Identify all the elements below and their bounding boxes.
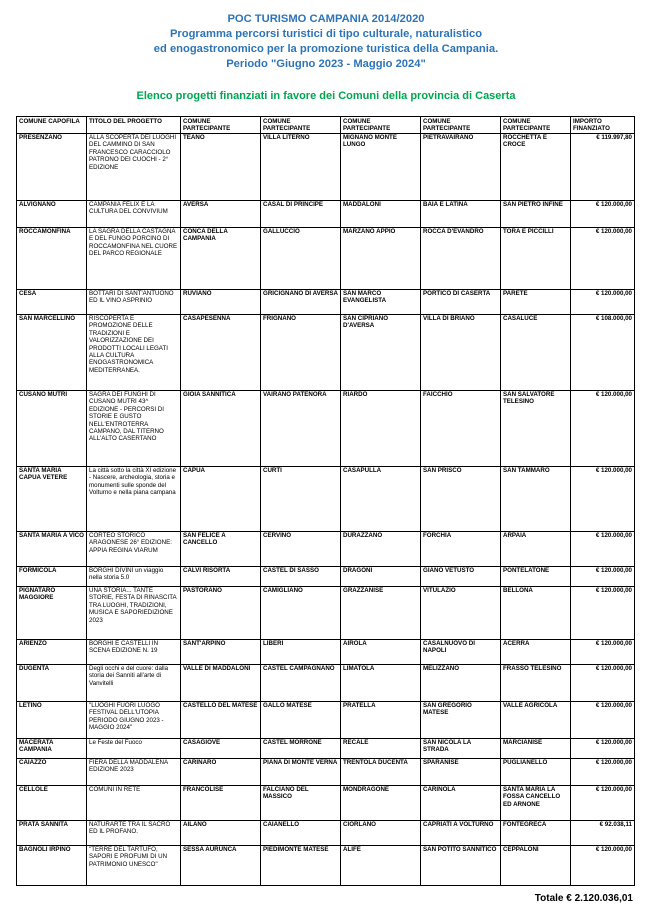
table-row [17, 228, 635, 290]
participant-cell: PASTORANO [181, 587, 261, 640]
participant-cell: SAN MARCO EVANGELISTA [341, 290, 421, 315]
lead-municipality-cell: FORMICOLA [17, 567, 87, 587]
participant-cell: MELIZZANO [421, 665, 501, 702]
participant-cell: CASALNUOVO DI NAPOLI [421, 640, 501, 665]
table-row [17, 821, 635, 846]
participant-cell: CAPUA [181, 467, 261, 532]
participant-cell: AVERSA [181, 201, 261, 228]
table-row [17, 391, 635, 467]
project-title-cell: LA SAGRA DELLA CASTAGNA E DEL FUNGO PORCINO DI ROCCAMONFINA NEL CUORE DEL PARCO REGIONALE [87, 228, 181, 290]
lead-municipality-cell: PIGNATARO MAGGIORE [17, 587, 87, 640]
participant-cell: VALLE AGRICOLA [501, 702, 571, 739]
project-title-cell: "LUOGHI FUORI LUOGO FESTIVAL DELL'UTOPIA PERIODO GIUGNO 2023 - MAGGIO 2024" [87, 702, 181, 739]
participant-cell: ROCCHETTA E CROCE [501, 134, 571, 201]
table-row [17, 587, 635, 640]
participant-cell: PORTICO DI CASERTA [421, 290, 501, 315]
project-title-cell: COMUNI IN RETE [87, 786, 181, 821]
table-row [17, 702, 635, 739]
participant-cell: ALIFE [341, 846, 421, 886]
amount-cell: € 120.000,00 [571, 567, 635, 587]
table-row [17, 467, 635, 532]
header-cell: COMUNE PARTECIPANTE [421, 117, 501, 134]
participant-cell: SAN FELICE A CANCELLO [181, 532, 261, 567]
table-row [17, 739, 635, 759]
participant-cell: BELLONA [501, 587, 571, 640]
lead-municipality-cell: CAIAZZO [17, 759, 87, 786]
participant-cell: MARCIANISE [501, 739, 571, 759]
header-cell: COMUNE PARTECIPANTE [181, 117, 261, 134]
lead-municipality-cell: BAGNOLI IRPINO [17, 846, 87, 886]
participant-cell: FONTEGRECA [501, 821, 571, 846]
amount-cell: € 120.000,00 [571, 786, 635, 821]
participant-cell: VITULAZIO [421, 587, 501, 640]
participant-cell: LIBERI [261, 640, 341, 665]
participant-cell: SAN TAMMARO [501, 467, 571, 532]
participant-cell: LIMATOLA [341, 665, 421, 702]
amount-cell: € 120.000,00 [571, 665, 635, 702]
participant-cell: AILANO [181, 821, 261, 846]
project-title-cell: SAGRA DEI FUNGHI DI CUSANO MUTRI 43^ EDIZIONE - PERCORSI DI STORIE E GUSTO NELL'ENTROTERRA CAMPANO, DAL TITERNO ALL'ALTO CASERTANO [87, 391, 181, 467]
total-amount: Totale € 2.120.036,01 [534, 893, 633, 904]
participant-cell: GALLO MATESE [261, 702, 341, 739]
header-cell: IMPORTO FINANZIATO [571, 117, 635, 134]
table-row [17, 665, 635, 702]
participant-cell: SAN PIETRO INFINE [501, 201, 571, 228]
participant-cell: GALLUCCIO [261, 228, 341, 290]
participant-cell: SAN PRISCO [421, 467, 501, 532]
amount-cell: € 120.000,00 [571, 467, 635, 532]
table-row [17, 290, 635, 315]
amount-cell: € 120.000,00 [571, 759, 635, 786]
participant-cell: FRANCOLISE [181, 786, 261, 821]
project-title-cell: BORGHI DIVINI un viaggio nella storia 5.0 [87, 567, 181, 587]
participant-cell: CASAPULLA [341, 467, 421, 532]
participant-cell: PRATELLA [341, 702, 421, 739]
amount-cell: € 120.000,00 [571, 846, 635, 886]
amount-cell: € 120.000,00 [571, 201, 635, 228]
header-line-2: Programma percorsi turistici di tipo culturale, naturalistico [169, 28, 483, 40]
lead-municipality-cell: ARIENZO [17, 640, 87, 665]
lead-municipality-cell: CESA [17, 290, 87, 315]
table-body [17, 134, 635, 886]
project-title-cell: CAMPANIA FELIX E LA CULTURA DEL CONVIVIUM [87, 201, 181, 228]
participant-cell: FORCHIA [421, 532, 501, 567]
lead-municipality-cell: SANTA MARIA A VICO [17, 532, 87, 567]
participant-cell: CEPPALONI [501, 846, 571, 886]
amount-cell: € 120.000,00 [571, 739, 635, 759]
participant-cell: CALVI RISORTA [181, 567, 261, 587]
participant-cell: MIGNANO MONTE LUNGO [341, 134, 421, 201]
participant-cell: PIETRAVAIRANO [421, 134, 501, 201]
participant-cell: CASAPESENNA [181, 315, 261, 391]
projects-table [16, 116, 635, 886]
participant-cell: CAPRIATI A VOLTURNO [421, 821, 501, 846]
lead-municipality-cell: CELLOLE [17, 786, 87, 821]
participant-cell: DURAZZANO [341, 532, 421, 567]
participant-cell: SAN CIPRIANO D'AVERSA [341, 315, 421, 391]
participant-cell: CAIANELLO [261, 821, 341, 846]
amount-cell: € 120.000,00 [571, 532, 635, 567]
header-cell: COMUNE PARTECIPANTE [341, 117, 421, 134]
project-title-cell: BOTTARI DI SANT'ANTUONO ED IL VINO ASPRINIO [87, 290, 181, 315]
participant-cell: MADDALONI [341, 201, 421, 228]
participant-cell: DRAGONI [341, 567, 421, 587]
table-row [17, 786, 635, 821]
participant-cell: TORA E PICCILLI [501, 228, 571, 290]
document-header [0, 12, 652, 72]
participant-cell: CASAGIOVE [181, 739, 261, 759]
amount-cell: € 120.000,00 [571, 228, 635, 290]
table-row [17, 134, 635, 201]
table-row [17, 201, 635, 228]
participant-cell: ARPAIA [501, 532, 571, 567]
participant-cell: SAN GREGORIO MATESE [421, 702, 501, 739]
participant-cell: SESSA AURUNCA [181, 846, 261, 886]
header-cell: TITOLO DEL PROGETTO [87, 117, 181, 134]
participant-cell: ACERRA [501, 640, 571, 665]
project-title-cell: ALLA SCOPERTA DEI LUOGHI DEL CAMMINO DI SAN FRANCESCO CARACCIOLO PATRONO DEI CUOCHI - 2° EDIZIONE [87, 134, 181, 201]
participant-cell: GRAZZANISE [341, 587, 421, 640]
participant-cell: MONDRAGONE [341, 786, 421, 821]
header-cell: COMUNE CAPOFILA [17, 117, 87, 134]
amount-cell: € 120.000,00 [571, 702, 635, 739]
project-title-cell: Le Feste del Fuoco [87, 739, 181, 759]
lead-municipality-cell: CUSANO MUTRI [17, 391, 87, 467]
participant-cell: SPARANISE [421, 759, 501, 786]
participant-cell: CURTI [261, 467, 341, 532]
participant-cell: SANTA MARIA LA FOSSA CANCELLO ED ARNONE [501, 786, 571, 821]
participant-cell: SAN SALVATORE TELESINO [501, 391, 571, 467]
amount-cell: € 120.000,00 [571, 391, 635, 467]
participant-cell: CARINOLA [421, 786, 501, 821]
participant-cell: BAIA E LATINA [421, 201, 501, 228]
participant-cell: RIARDO [341, 391, 421, 467]
participant-cell: ROCCA D'EVANDRO [421, 228, 501, 290]
participant-cell: GIANO VETUSTO [421, 567, 501, 587]
amount-cell: € 120.000,00 [571, 290, 635, 315]
participant-cell: CAMIGLIANO [261, 587, 341, 640]
lead-municipality-cell: ALVIGNANO [17, 201, 87, 228]
table-row [17, 567, 635, 587]
participant-cell: SAN POTITO SANNITICO [421, 846, 501, 886]
lead-municipality-cell: SANTA MARIA CAPUA VETERE [17, 467, 87, 532]
table-row [17, 846, 635, 886]
participant-cell: CASTEL MORRONE [261, 739, 341, 759]
participant-cell: VAIRANO PATENORA [261, 391, 341, 467]
participant-cell: CASTEL CAMPAGNANO [261, 665, 341, 702]
participant-cell: RECALE [341, 739, 421, 759]
header-title: POC TURISMO CAMPANIA 2014/2020 [227, 13, 425, 25]
header-cell: COMUNE PARTECIPANTE [501, 117, 571, 134]
participant-cell: SANT'ARPINO [181, 640, 261, 665]
participant-cell: VALLE DI MADDALONI [181, 665, 261, 702]
participant-cell: SAN NICOLA LA STRADA [421, 739, 501, 759]
lead-municipality-cell: LETINO [17, 702, 87, 739]
lead-municipality-cell: PRESENZANO [17, 134, 87, 201]
project-title-cell: CORTEO STORICO ARAGONESE 26° EDIZIONE: APPIA REGINA VIARUM [87, 532, 181, 567]
lead-municipality-cell: DUGENTA [17, 665, 87, 702]
table-header-row [17, 117, 635, 134]
participant-cell: CASTEL DI SASSO [261, 567, 341, 587]
participant-cell: TEANO [181, 134, 261, 201]
participant-cell: CASALUCE [501, 315, 571, 391]
project-title-cell: RISCOPERTA E PROMOZIONE DELLE TRADIZIONI E VALORIZZAZIONE DEI PRODOTTI LOCALI LEGATI ALLA CULTURA ENOGASTRONOMICA MEDITERRANEA. [87, 315, 181, 391]
participant-cell: PIANA DI MONTE VERNA [261, 759, 341, 786]
participant-cell: CERVINO [261, 532, 341, 567]
participant-cell: FALCIANO DEL MASSICO [261, 786, 341, 821]
amount-cell: € 120.000,00 [571, 587, 635, 640]
participant-cell: AIROLA [341, 640, 421, 665]
amount-cell: € 120.000,00 [571, 640, 635, 665]
participant-cell: CARINARO [181, 759, 261, 786]
project-title-cell: UNA STORIA... TANTE STORIE, FESTA DI RINASCITA TRA LUOGHI, TRADIZIONI, MUSICA E SAPORIEDIZIONE 2023 [87, 587, 181, 640]
project-title-cell: La città sotto la città XI edizione - Nascere, archeologia, storia e monumenti sulle sponde del Volturno e nella piana campana [87, 467, 181, 532]
participant-cell: FRIGNANO [261, 315, 341, 391]
amount-cell: € 92.038,11 [571, 821, 635, 846]
amount-cell: € 108.000,00 [571, 315, 635, 391]
header-line-3: ed enogastronomico per la promozione turistica della Campania. [153, 43, 499, 55]
table-subtitle: Elenco progetti finanziati in favore dei Comuni della provincia di Caserta [136, 90, 516, 102]
participant-cell: CIORLANO [341, 821, 421, 846]
header-cell: COMUNE PARTECIPANTE [261, 117, 341, 134]
participant-cell: CASAL DI PRINCIPE [261, 201, 341, 228]
lead-municipality-cell: MACERATA CAMPANIA [17, 739, 87, 759]
project-title-cell: NATURARTE TRA IL SACRO ED IL PROFANO. [87, 821, 181, 846]
participant-cell: VILLA LITERNO [261, 134, 341, 201]
participant-cell: PARETE [501, 290, 571, 315]
participant-cell: CONCA DELLA CAMPANIA [181, 228, 261, 290]
participant-cell: PIEDIMONTE MATESE [261, 846, 341, 886]
project-title-cell: BORGHI E CASTELLI IN SCENA EDIZIONE N. 19 [87, 640, 181, 665]
lead-municipality-cell: PRATA SANNITA [17, 821, 87, 846]
table-row [17, 315, 635, 391]
participant-cell: PONTELATONE [501, 567, 571, 587]
participant-cell: MARZANO APPIO [341, 228, 421, 290]
project-title-cell: Degli occhi e del cuore: dalla storia dei Sanniti all'arte di Vanvitelli [87, 665, 181, 702]
participant-cell: GIOIA SANNITICA [181, 391, 261, 467]
project-title-cell: FIERA DELLA MADDALENA EDIZIONE 2023 [87, 759, 181, 786]
table-row [17, 532, 635, 567]
table-row [17, 640, 635, 665]
participant-cell: FRASSO TELESINO [501, 665, 571, 702]
table-row [17, 759, 635, 786]
participant-cell: PUGLIANELLO [501, 759, 571, 786]
participant-cell: TRENTOLA DUCENTA [341, 759, 421, 786]
participant-cell: RUVIANO [181, 290, 261, 315]
project-title-cell: "TERRE DEL TARTUFO, SAPORI E PROFUMI DI UN PATRIMONIO UNESCO" [87, 846, 181, 886]
participant-cell: GRICIGNANO DI AVERSA [261, 290, 341, 315]
header-period: Periodo "Giugno 2023 - Maggio 2024" [226, 58, 426, 70]
participant-cell: VILLA DI BRIANO [421, 315, 501, 391]
participant-cell: FAICCHIO [421, 391, 501, 467]
lead-municipality-cell: SAN MARCELLINO [17, 315, 87, 391]
participant-cell: CASTELLO DEL MATESE [181, 702, 261, 739]
amount-cell: € 119.997,80 [571, 134, 635, 201]
lead-municipality-cell: ROCCAMONFINA [17, 228, 87, 290]
